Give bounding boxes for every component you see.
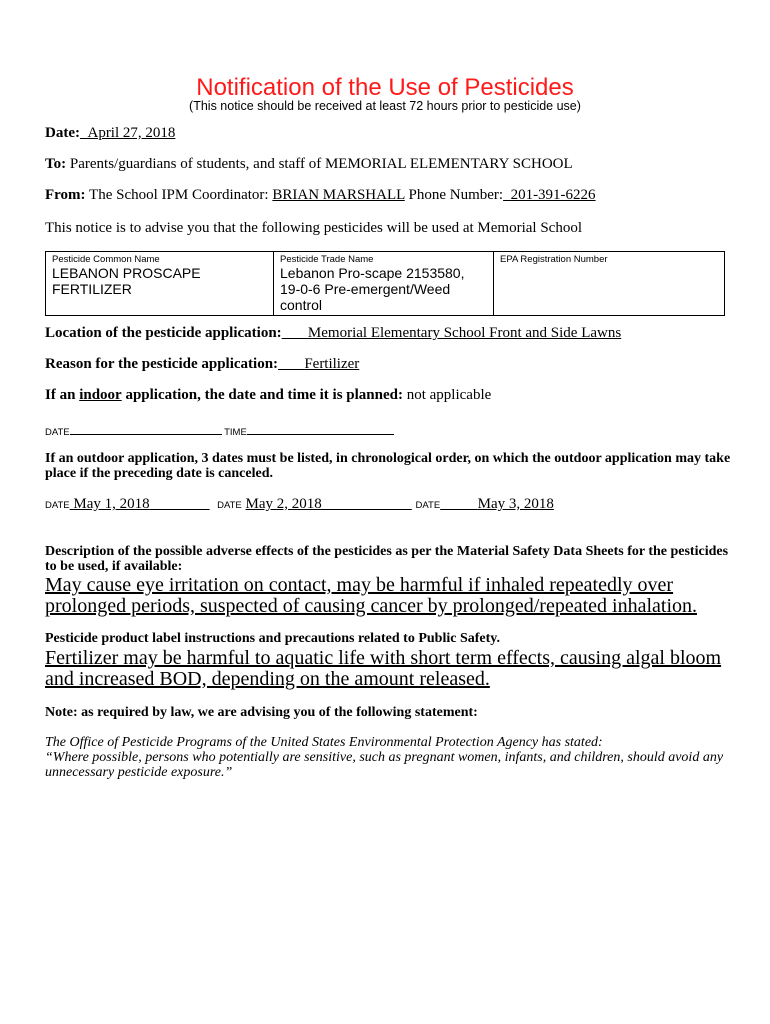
- from-line: [45, 187, 596, 204]
- indoor-value: not applicable: [406, 387, 492, 403]
- precautions-label: Pesticide product label instructions and precautions related to Public Safety.: [45, 631, 501, 646]
- outdoor-date-1: May 1, 2018: [73, 496, 150, 512]
- date-value: April 27, 2018: [87, 125, 176, 141]
- reason-line: [45, 356, 359, 373]
- table-cell: [46, 252, 274, 316]
- table-row: [46, 252, 725, 316]
- to-value: Parents/guardians of students, and staff of MEMORIAL ELEMENTARY SCHOOL: [69, 156, 573, 172]
- epa-statement-line2: “Where possible, persons who potentially are sensitive, such as pregnant women, infants, and children, should avoid any unnecessary pesticide exposure.”: [45, 750, 724, 780]
- indoor-date-time-line: [45, 423, 394, 438]
- outdoor-date-label-3: DATE: [415, 500, 441, 511]
- location-value: Memorial Elementary School Front and Side Lawns: [307, 325, 622, 341]
- indoor-date-blank: [70, 423, 222, 435]
- phone-label: Phone Number:: [408, 187, 504, 203]
- indoor-date-label: DATE: [45, 427, 70, 438]
- common-name-value: LEBANON PROSCAPE FERTILIZER: [52, 265, 201, 297]
- document-title: Notification of the Use of Pesticides: [196, 74, 574, 101]
- table-header-trade-name: Pesticide Trade Name: [280, 254, 374, 265]
- table-cell: [494, 252, 725, 316]
- to-label: To:: [45, 156, 67, 172]
- indoor-line: [45, 387, 491, 404]
- from-prefix: The School IPM Coordinator:: [89, 187, 269, 203]
- outdoor-dates-line: [45, 496, 554, 513]
- reason-value: Fertilizer: [304, 356, 360, 372]
- table-header-epa-number: EPA Registration Number: [500, 254, 608, 265]
- to-line: [45, 156, 573, 173]
- location-label: Location of the pesticide application:: [45, 325, 282, 341]
- epa-statement-line1: The Office of Pesticide Programs of the United States Environmental Protection Agency has stated:: [45, 735, 603, 750]
- indoor-time-blank: [247, 423, 394, 435]
- outdoor-date-3: May 3, 2018: [477, 496, 554, 512]
- phone-number: 201-391-6226: [510, 187, 596, 203]
- from-label: From:: [45, 187, 86, 203]
- date-label: Date:: [45, 125, 80, 141]
- precautions-text: Fertilizer may be harmful to aquatic life with short term effects, causing algal bloom and increased BOD, depending on the amount released.: [45, 647, 722, 690]
- table-cell: [274, 252, 494, 316]
- outdoor-label: If an outdoor application, 3 dates must be listed, in chronological order, on which the outdoor application may take place if the preceding date is canceled.: [45, 451, 731, 481]
- trade-name-value: Lebanon Pro-scape 2153580, 19-0-6 Pre-emergent/Weed control: [280, 265, 465, 313]
- outdoor-date-label-2: DATE: [217, 500, 242, 511]
- indoor-label-pre: If an: [45, 387, 76, 403]
- outdoor-date-2: May 2, 2018: [245, 496, 322, 512]
- epa-statement: [45, 735, 735, 780]
- document-subtitle: (This notice should be received at least 72 hours prior to pesticide use): [189, 99, 581, 113]
- pesticide-table: [45, 251, 725, 316]
- adverse-label: Description of the possible adverse effects of the pesticides as per the Material Safety Data Sheets for the pesticides to be used, if available:: [45, 544, 729, 574]
- outdoor-date-label-1: DATE: [45, 500, 70, 511]
- adverse-effects-text: May cause eye irritation on contact, may be harmful if inhaled repeatedly over prolonged periods, suspected of causing cancer by prolonged/repeated inhalation.: [45, 574, 698, 617]
- indoor-time-label: TIME: [224, 427, 247, 438]
- table-header-common-name: Pesticide Common Name: [52, 254, 160, 265]
- note-label: Note: as required by law, we are advising you of the following statement:: [45, 705, 478, 720]
- intro-text: This notice is to advise you that the following pesticides will be used at Memorial School: [45, 220, 582, 236]
- coordinator-name: BRIAN MARSHALL: [272, 187, 405, 203]
- reason-label: Reason for the pesticide application:: [45, 356, 279, 372]
- location-line: [45, 325, 621, 342]
- indoor-label-word: indoor: [79, 387, 122, 403]
- date-line: [45, 125, 175, 142]
- indoor-label-post: application, the date and time it is planned:: [125, 387, 403, 403]
